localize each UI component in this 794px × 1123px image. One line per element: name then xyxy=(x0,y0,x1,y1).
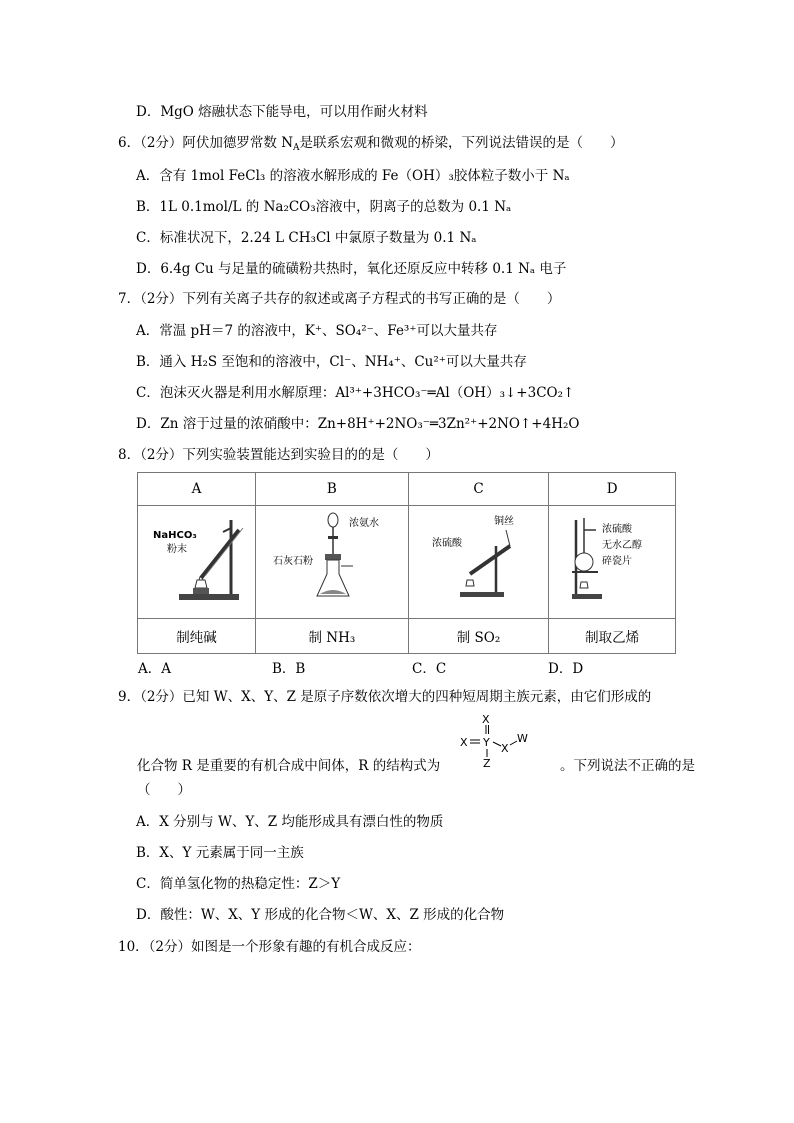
apparatus-b-drawing xyxy=(257,506,407,614)
atom-x-left: X xyxy=(460,736,468,749)
label-conc-ammonia: 浓氨水 xyxy=(348,518,379,529)
header-d: D xyxy=(549,473,676,506)
q6-option-c: C．标准状况下，2.24 L CH₃Cl 中氯原子数量为 0.1 Nₐ xyxy=(136,230,477,246)
q7-stem: 7．（2分）下列有关离子共存的叙述或离子方程式的书写正确的是（ ） xyxy=(118,291,561,307)
caption-b: 制 NH₃ xyxy=(256,619,409,654)
apparatus-d-drawing xyxy=(550,506,674,614)
label-conc-h2so4-c: 浓硫酸 xyxy=(431,538,462,549)
q9-stem-line1: 9．（2分）已知 W、X、Y、Z 是原子序数依次增大的四种短周期主族元素，由它们形成的 xyxy=(118,689,652,705)
header-b: B xyxy=(256,473,409,506)
q6-option-a: A．含有 1mol FeCl₃ 的溶液水解形成的 Fe（OH）₃胶体粒子数小于 Nₐ xyxy=(136,168,570,184)
atom-x-top: X xyxy=(482,713,490,726)
q8-answer-b: B．B xyxy=(272,661,306,677)
label-nahco3: NaHCO₃ xyxy=(152,530,197,541)
caption-a: 制纯碱 xyxy=(138,619,256,654)
q8-stem: 8．（2分）下列实验装置能达到实验目的的是（ ） xyxy=(118,447,439,463)
apparatus-table xyxy=(137,472,676,654)
q5-option-d: D．MgO 熔融状态下能导电，可以用作耐火材料 xyxy=(136,104,428,120)
caption-c: 制 SO₂ xyxy=(408,619,549,654)
apparatus-c-drawing xyxy=(410,506,548,614)
q9-stem-line2-post: 。下列说法不正确的是 xyxy=(560,758,695,774)
atom-z: Z xyxy=(483,757,491,770)
q7-option-a: A．常温 pH＝7 的溶液中，K⁺、SO₄²⁻、Fe³⁺可以大量共存 xyxy=(136,323,498,339)
label-powder: 粉末 xyxy=(166,544,187,555)
q6-option-b: B．1L 0.1mol/L 的 Na₂CO₃溶液中，阴离子的总数为 0.1 Nₐ xyxy=(136,199,512,215)
q8-answer-a: A．A xyxy=(138,661,171,677)
atom-w: W xyxy=(517,732,528,745)
label-limestone-powder: 石灰石粉 xyxy=(272,556,313,567)
atom-x-right: X xyxy=(501,742,509,755)
q7-option-c: C．泡沫灭火器是利用水解原理：Al³⁺+3HCO₃⁻═Al（OH）₃↓+3CO₂↑ xyxy=(136,385,575,401)
apparatus-a xyxy=(138,506,256,619)
atom-y-center: Y xyxy=(483,736,490,749)
apparatus-c xyxy=(408,506,549,619)
apparatus-d xyxy=(549,506,676,619)
label-conc-h2so4-d: 浓硫酸 xyxy=(602,524,633,535)
q9-stem-line3: （ ） xyxy=(137,782,191,798)
q9-option-c: C．简单氢化物的热稳定性：Z＞Y xyxy=(136,876,341,892)
q9-option-a: A．X 分别与 W、Y、Z 均能形成具有漂白性的物质 xyxy=(136,814,444,830)
q7-option-b: B．通入 H₂S 至饱和的溶液中，Cl⁻、NH₄⁺、Cu²⁺可以大量共存 xyxy=(136,354,527,370)
apparatus-a-drawing xyxy=(139,506,255,614)
caption-d: 制取乙烯 xyxy=(549,619,676,654)
q9-option-d: D．酸性：W、X、Y 形成的化合物＜W、X、Z 形成的化合物 xyxy=(136,907,505,923)
header-a: A xyxy=(138,473,256,506)
q10-stem: 10．（2分）如图是一个形象有趣的有机合成反应： xyxy=(118,939,421,955)
q6-stem: 6．（2分）阿伏加德罗常数 $N_A$是联系宏观和微观的桥梁，下列说法错误的是（ ） xyxy=(118,135,624,153)
q9-stem-line2-pre: 化合物 R 是重要的有机合成中间体，R 的结构式为 xyxy=(137,758,441,774)
q8-answer-d: D．D xyxy=(548,661,584,677)
label-anhydrous-ethanol: 无水乙醇 xyxy=(602,540,643,551)
q9-option-b: B．X、Y 元素属于同一主族 xyxy=(136,845,304,861)
apparatus-b xyxy=(256,506,409,619)
label-copper-wire: 铜丝 xyxy=(493,516,514,527)
q8-answer-c: C．C xyxy=(412,661,447,677)
label-porcelain-chips: 碎瓷片 xyxy=(602,556,633,567)
q7-option-d: D．Zn 溶于过量的浓硝酸中：Zn+8H⁺+2NO₃⁻═3Zn²⁺+2NO↑+4H₂O xyxy=(136,416,580,432)
q6-option-d: D．6.4g Cu 与足量的硫磺粉共热时，氧化还原反应中转移 0.1 Nₐ 电子 xyxy=(136,261,567,277)
structural-formula xyxy=(455,712,545,770)
header-c: C xyxy=(408,473,549,506)
